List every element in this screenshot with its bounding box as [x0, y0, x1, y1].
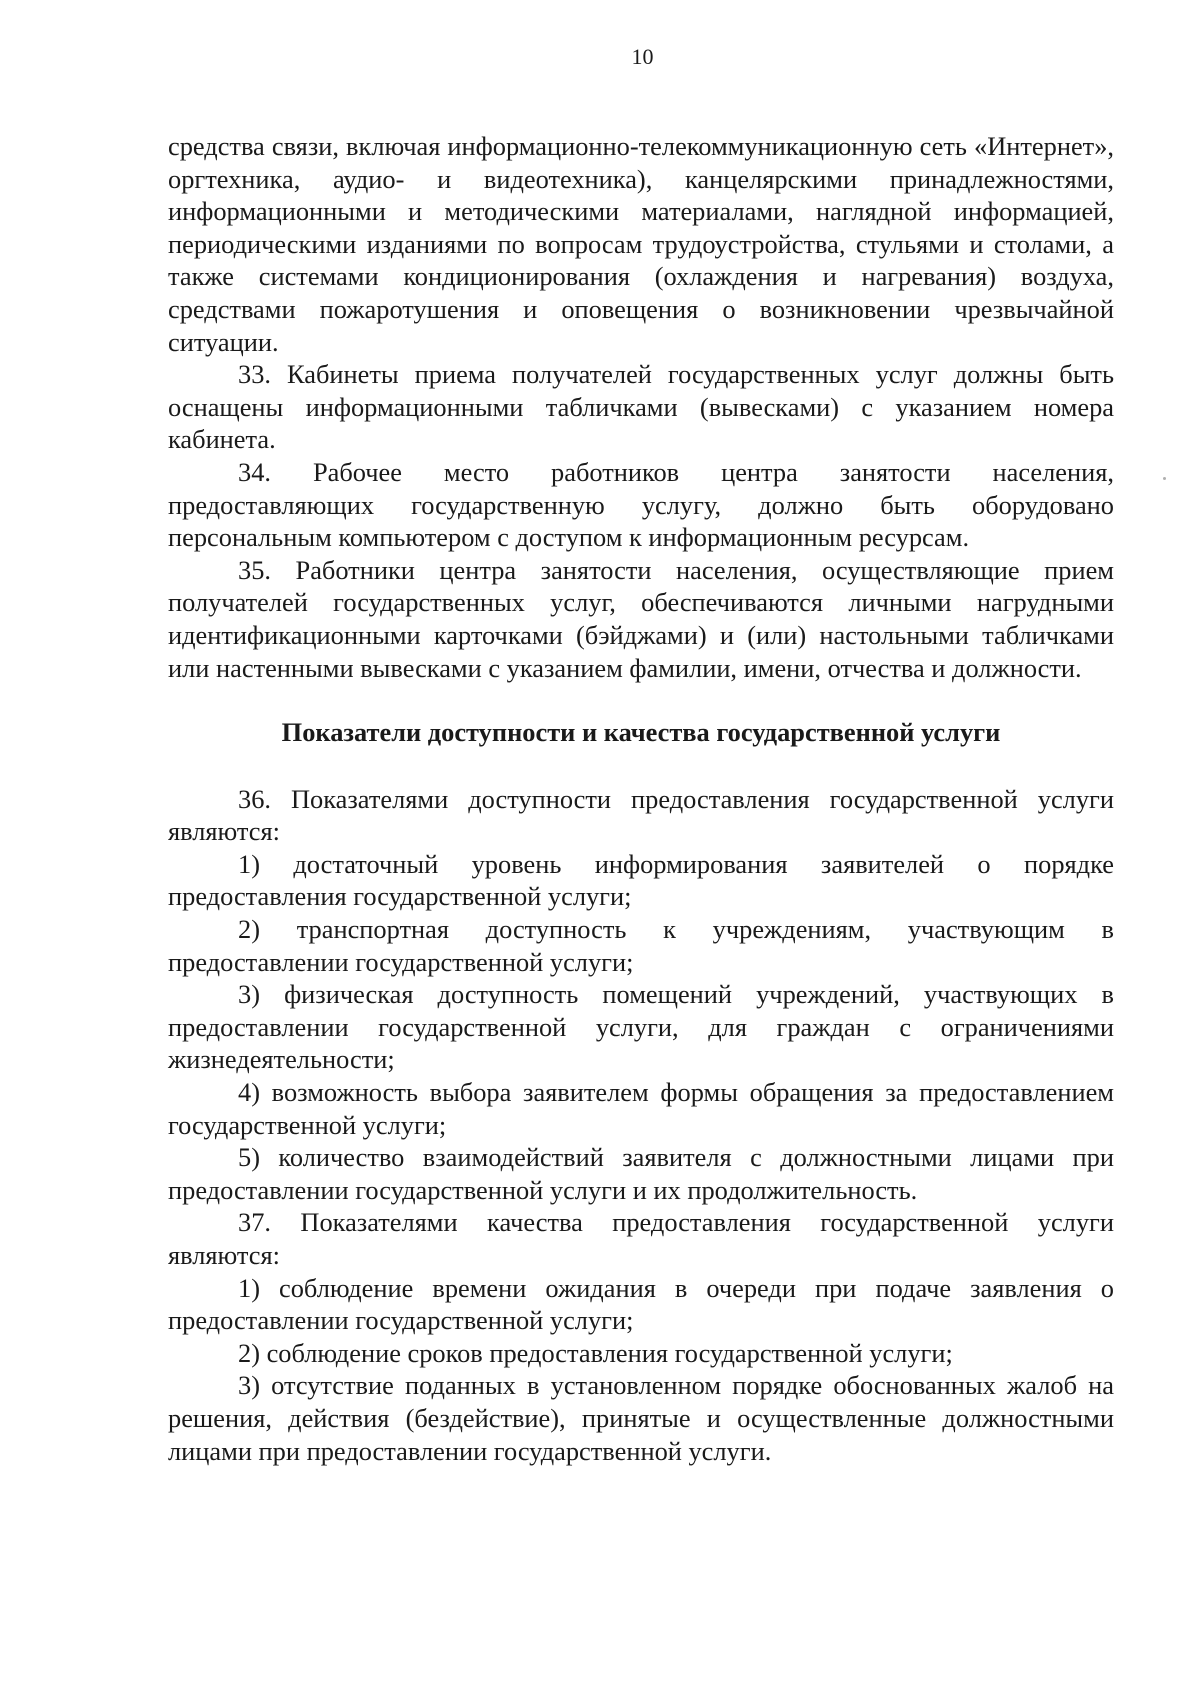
paragraph: 3) отсутствие поданных в установленном порядке обоснованных жалоб на решения, действия (бездействие), принятые и осуществленные должностными лицами при предоставлении государственной услуги. — [168, 1370, 1114, 1466]
scan-speck — [1163, 477, 1166, 480]
paragraphs-before-heading — [168, 130, 1114, 684]
paragraph: 1) достаточный уровень информирования заявителей о порядке предоставления государственной услуги; — [168, 848, 1114, 912]
paragraph: 36. Показателями доступности предоставления государственной услуги являются: — [168, 783, 1114, 847]
paragraph: 2) транспортная доступность к учреждениям, участвующим в предоставлении государственной услуги; — [168, 914, 1114, 977]
paragraph: 35. Работники центра занятости населения, осуществляющие прием получателей государственных услуг, обеспечиваются личными нагрудными идентификационными карточками (бэйджами) и (или) настольными табличками или настенными вывесками с указанием фамилии, имени, отчества и должности. — [168, 554, 1114, 683]
paragraph: 3) физическая доступность помещений учреждений, участвующих в предоставлении государственной услуги, для граждан с ограничениями жизнедеятельности; — [168, 979, 1114, 1075]
paragraph: 33. Кабинеты приема получателей государственных услуг должны быть оснащены информационными табличками (вывесками) с указанием номера кабинета. — [168, 359, 1114, 455]
page-number: 10 — [631, 44, 654, 69]
paragraph: 2) соблюдение сроков предоставления государственной услуги; — [238, 1337, 953, 1368]
paragraphs-after-heading — [168, 783, 1114, 1467]
paragraph: 4) возможность выбора заявителем формы обращения за предоставлением государственной услуги; — [168, 1077, 1114, 1140]
section-heading: Показатели доступности и качества государственной услуги — [281, 717, 1001, 748]
paragraph: 1) соблюдение времени ожидания в очереди при подаче заявления о предоставлении государственной услуги; — [168, 1272, 1114, 1336]
paragraph: средства связи, включая информационно-телекоммуникационную сеть «Интернет», оргтехника, аудио- и видеотехника), канцелярскими принадлежностями, информационными и методическими материалами, наглядной информацией, периодическими изданиями по вопросам трудоустройства, стульями и столами, а также системами кондиционирования (охлаждения и нагревания) воздуха, средствами пожаротушения и оповещения о возникновении чрезвычайной ситуации. — [168, 131, 1114, 357]
paragraph: 5) количество взаимодействий заявителя с должностными лицами при предоставлении государственной услуги и их продолжительность. — [168, 1142, 1114, 1205]
paragraph: 34. Рабочее место работников центра занятости населения, предоставляющих государственную услугу, должно быть оборудовано персональным компьютером с доступом к информационным ресурсам. — [168, 456, 1114, 553]
document-body — [168, 130, 1114, 1467]
paragraph: 37. Показателями качества предоставления государственной услуги являются: — [168, 1207, 1114, 1270]
